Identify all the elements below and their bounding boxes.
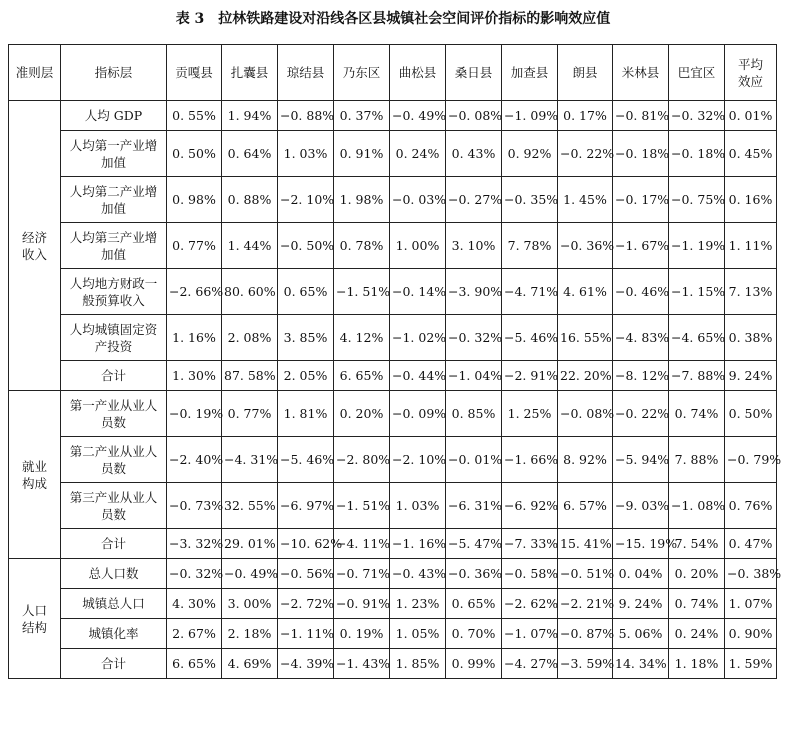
value-cell: −5. 46%: [502, 315, 558, 361]
table-row: [9, 315, 777, 361]
value-cell: 1. 03%: [278, 131, 334, 177]
value-cell: 7. 88%: [669, 437, 725, 483]
value-cell: 9. 24%: [613, 589, 669, 619]
value-cell: −0. 17%: [613, 177, 669, 223]
value-cell: 3. 85%: [278, 315, 334, 361]
value-cell: 9. 24%: [725, 361, 777, 391]
value-cell: 0. 99%: [446, 649, 502, 679]
value-cell: −0. 56%: [278, 559, 334, 589]
criterion-cell: 经济收入: [9, 101, 61, 391]
indicator-cell: 人均第三产业增加值: [61, 223, 167, 269]
value-cell: 0. 16%: [725, 177, 777, 223]
indicator-cell: 城镇总人口: [61, 589, 167, 619]
indicator-cell: 总人口数: [61, 559, 167, 589]
value-cell: −0. 43%: [390, 559, 446, 589]
value-cell: −0. 73%: [167, 483, 222, 529]
value-cell: −1. 66%: [502, 437, 558, 483]
value-cell: 1. 25%: [502, 391, 558, 437]
indicator-cell: 人均城镇固定资产投资: [61, 315, 167, 361]
value-cell: −0. 32%: [167, 559, 222, 589]
value-cell: −0. 19%: [167, 391, 222, 437]
value-cell: −1. 51%: [334, 269, 390, 315]
table-row: [9, 101, 777, 131]
value-cell: −0. 71%: [334, 559, 390, 589]
value-cell: 0. 38%: [725, 315, 777, 361]
column-header: 桑日县: [446, 45, 502, 101]
value-cell: −7. 33%: [502, 529, 558, 559]
column-header: 准则层: [9, 45, 61, 101]
value-cell: −15. 19%: [613, 529, 669, 559]
value-cell: −1. 02%: [390, 315, 446, 361]
value-cell: −1. 16%: [390, 529, 446, 559]
value-cell: 0. 50%: [725, 391, 777, 437]
indicator-cell: 第一产业从业人员数: [61, 391, 167, 437]
value-cell: 0. 92%: [502, 131, 558, 177]
value-cell: −0. 01%: [446, 437, 502, 483]
value-cell: 4. 12%: [334, 315, 390, 361]
value-cell: 0. 19%: [334, 619, 390, 649]
criterion-cell: 就业构成: [9, 391, 61, 559]
table-row: [9, 437, 777, 483]
value-cell: −0. 36%: [558, 223, 613, 269]
value-cell: −2. 40%: [167, 437, 222, 483]
table-row: [9, 177, 777, 223]
value-cell: −2. 21%: [558, 589, 613, 619]
value-cell: −0. 58%: [502, 559, 558, 589]
value-cell: −0. 46%: [613, 269, 669, 315]
value-cell: 4. 69%: [222, 649, 278, 679]
value-cell: −7. 88%: [669, 361, 725, 391]
value-cell: 1. 59%: [725, 649, 777, 679]
value-cell: −6. 31%: [446, 483, 502, 529]
value-cell: −2. 10%: [278, 177, 334, 223]
column-header: 朗县: [558, 45, 613, 101]
indicator-cell: 第二产业从业人员数: [61, 437, 167, 483]
value-cell: 8. 92%: [558, 437, 613, 483]
value-cell: −2. 66%: [167, 269, 222, 315]
value-cell: 80. 60%: [222, 269, 278, 315]
value-cell: 0. 37%: [334, 101, 390, 131]
value-cell: 7. 13%: [725, 269, 777, 315]
table-row: [9, 223, 777, 269]
value-cell: −1. 15%: [669, 269, 725, 315]
value-cell: 32. 55%: [222, 483, 278, 529]
value-cell: 0. 50%: [167, 131, 222, 177]
value-cell: 1. 03%: [390, 483, 446, 529]
indicator-cell: 第三产业从业人员数: [61, 483, 167, 529]
value-cell: 0. 74%: [669, 589, 725, 619]
criterion-cell: 人口结构: [9, 559, 61, 679]
impact-table: [8, 44, 782, 679]
indicator-cell: 人均 GDP: [61, 101, 167, 131]
value-cell: −1. 09%: [502, 101, 558, 131]
value-cell: −0. 08%: [558, 391, 613, 437]
value-cell: 0. 88%: [222, 177, 278, 223]
value-cell: 0. 24%: [669, 619, 725, 649]
value-cell: −0. 32%: [446, 315, 502, 361]
value-cell: 0. 17%: [558, 101, 613, 131]
value-cell: −0. 32%: [669, 101, 725, 131]
indicator-cell: 人均第二产业增加值: [61, 177, 167, 223]
value-cell: 1. 98%: [334, 177, 390, 223]
value-cell: −9. 03%: [613, 483, 669, 529]
value-cell: −5. 47%: [446, 529, 502, 559]
value-cell: 1. 16%: [167, 315, 222, 361]
value-cell: 1. 07%: [725, 589, 777, 619]
value-cell: −6. 97%: [278, 483, 334, 529]
value-cell: −0. 14%: [390, 269, 446, 315]
value-cell: −10. 62%: [278, 529, 334, 559]
value-cell: 2. 08%: [222, 315, 278, 361]
table-row: [9, 361, 777, 391]
value-cell: 0. 77%: [167, 223, 222, 269]
value-cell: −0. 35%: [502, 177, 558, 223]
value-cell: −3. 32%: [167, 529, 222, 559]
column-header: 曲松县: [390, 45, 446, 101]
value-cell: 7. 78%: [502, 223, 558, 269]
column-header: 平均效应: [725, 45, 777, 101]
value-cell: −0. 22%: [558, 131, 613, 177]
value-cell: 0. 98%: [167, 177, 222, 223]
value-cell: −0. 81%: [613, 101, 669, 131]
value-cell: 87. 58%: [222, 361, 278, 391]
value-cell: −3. 59%: [558, 649, 613, 679]
value-cell: −2. 62%: [502, 589, 558, 619]
value-cell: −4. 11%: [334, 529, 390, 559]
column-header: 米林县: [613, 45, 669, 101]
value-cell: −1. 04%: [446, 361, 502, 391]
value-cell: −5. 94%: [613, 437, 669, 483]
value-cell: 0. 55%: [167, 101, 222, 131]
indicator-cell: 人均第一产业增加值: [61, 131, 167, 177]
value-cell: 1. 00%: [390, 223, 446, 269]
value-cell: 2. 05%: [278, 361, 334, 391]
value-cell: −1. 19%: [669, 223, 725, 269]
value-cell: −0. 50%: [278, 223, 334, 269]
value-cell: −0. 03%: [390, 177, 446, 223]
value-cell: −0. 79%: [725, 437, 777, 483]
value-cell: −4. 31%: [222, 437, 278, 483]
value-cell: −0. 36%: [446, 559, 502, 589]
header-row: [9, 45, 777, 101]
value-cell: −0. 87%: [558, 619, 613, 649]
value-cell: −1. 51%: [334, 483, 390, 529]
indicator-cell: 合计: [61, 529, 167, 559]
value-cell: 7. 54%: [669, 529, 725, 559]
table-caption: 表 3 拉林铁路建设对沿线各区县城镇社会空间评价指标的影响效应值: [175, 11, 611, 27]
indicator-cell: 合计: [61, 361, 167, 391]
value-cell: −8. 12%: [613, 361, 669, 391]
column-header: 贡嘎县: [167, 45, 222, 101]
table-row: [9, 619, 777, 649]
value-cell: −4. 65%: [669, 315, 725, 361]
table-row: [9, 559, 777, 589]
table-row: [9, 483, 777, 529]
value-cell: 1. 44%: [222, 223, 278, 269]
value-cell: −1. 08%: [669, 483, 725, 529]
value-cell: 0. 04%: [613, 559, 669, 589]
value-cell: −0. 75%: [669, 177, 725, 223]
value-cell: −1. 67%: [613, 223, 669, 269]
table-row: [9, 391, 777, 437]
value-cell: −0. 09%: [390, 391, 446, 437]
value-cell: −0. 51%: [558, 559, 613, 589]
value-cell: 1. 23%: [390, 589, 446, 619]
value-cell: −2. 10%: [390, 437, 446, 483]
value-cell: −3. 90%: [446, 269, 502, 315]
value-cell: 0. 64%: [222, 131, 278, 177]
table-row: [9, 589, 777, 619]
table-row: [9, 131, 777, 177]
column-header: 乃东区: [334, 45, 390, 101]
value-cell: 5. 06%: [613, 619, 669, 649]
value-cell: −4. 83%: [613, 315, 669, 361]
value-cell: −4. 71%: [502, 269, 558, 315]
table-row: [9, 649, 777, 679]
value-cell: 29. 01%: [222, 529, 278, 559]
value-cell: −0. 91%: [334, 589, 390, 619]
value-cell: 0. 24%: [390, 131, 446, 177]
value-cell: 15. 41%: [558, 529, 613, 559]
value-cell: 0. 77%: [222, 391, 278, 437]
indicator-cell: 城镇化率: [61, 619, 167, 649]
value-cell: −2. 72%: [278, 589, 334, 619]
value-cell: 1. 81%: [278, 391, 334, 437]
value-cell: −0. 88%: [278, 101, 334, 131]
column-header: 琼结县: [278, 45, 334, 101]
value-cell: 0. 74%: [669, 391, 725, 437]
table-row: [9, 529, 777, 559]
value-cell: 0. 78%: [334, 223, 390, 269]
value-cell: 1. 11%: [725, 223, 777, 269]
value-cell: −2. 91%: [502, 361, 558, 391]
value-cell: −4. 39%: [278, 649, 334, 679]
value-cell: −0. 38%: [725, 559, 777, 589]
value-cell: 0. 01%: [725, 101, 777, 131]
value-cell: 4. 30%: [167, 589, 222, 619]
value-cell: 2. 18%: [222, 619, 278, 649]
value-cell: 1. 30%: [167, 361, 222, 391]
value-cell: 0. 76%: [725, 483, 777, 529]
value-cell: 0. 70%: [446, 619, 502, 649]
value-cell: 0. 91%: [334, 131, 390, 177]
value-cell: 6. 57%: [558, 483, 613, 529]
value-cell: 0. 65%: [278, 269, 334, 315]
column-header: 巴宜区: [669, 45, 725, 101]
column-header: 加查县: [502, 45, 558, 101]
value-cell: 0. 65%: [446, 589, 502, 619]
value-cell: 6. 65%: [334, 361, 390, 391]
value-cell: 1. 85%: [390, 649, 446, 679]
value-cell: 1. 45%: [558, 177, 613, 223]
indicator-cell: 合计: [61, 649, 167, 679]
value-cell: 3. 10%: [446, 223, 502, 269]
value-cell: −0. 49%: [390, 101, 446, 131]
value-cell: 6. 65%: [167, 649, 222, 679]
value-cell: −4. 27%: [502, 649, 558, 679]
value-cell: 22. 20%: [558, 361, 613, 391]
value-cell: 16. 55%: [558, 315, 613, 361]
value-cell: 0. 45%: [725, 131, 777, 177]
indicator-cell: 人均地方财政一般预算收入: [61, 269, 167, 315]
value-cell: 1. 18%: [669, 649, 725, 679]
value-cell: −1. 43%: [334, 649, 390, 679]
value-cell: −0. 22%: [613, 391, 669, 437]
value-cell: 0. 20%: [334, 391, 390, 437]
value-cell: 0. 85%: [446, 391, 502, 437]
value-cell: 4. 61%: [558, 269, 613, 315]
value-cell: −0. 27%: [446, 177, 502, 223]
table-row: [9, 269, 777, 315]
value-cell: 0. 47%: [725, 529, 777, 559]
value-cell: 3. 00%: [222, 589, 278, 619]
value-cell: −0. 49%: [222, 559, 278, 589]
value-cell: 2. 67%: [167, 619, 222, 649]
value-cell: 0. 20%: [669, 559, 725, 589]
value-cell: 14. 34%: [613, 649, 669, 679]
value-cell: 1. 94%: [222, 101, 278, 131]
value-cell: −0. 44%: [390, 361, 446, 391]
value-cell: 1. 05%: [390, 619, 446, 649]
value-cell: −0. 08%: [446, 101, 502, 131]
value-cell: −5. 46%: [278, 437, 334, 483]
value-cell: −0. 18%: [669, 131, 725, 177]
column-header: 扎囊县: [222, 45, 278, 101]
value-cell: 0. 43%: [446, 131, 502, 177]
value-cell: −1. 07%: [502, 619, 558, 649]
value-cell: −2. 80%: [334, 437, 390, 483]
column-header: 指标层: [61, 45, 167, 101]
value-cell: 0. 90%: [725, 619, 777, 649]
value-cell: −1. 11%: [278, 619, 334, 649]
value-cell: −6. 92%: [502, 483, 558, 529]
value-cell: −0. 18%: [613, 131, 669, 177]
